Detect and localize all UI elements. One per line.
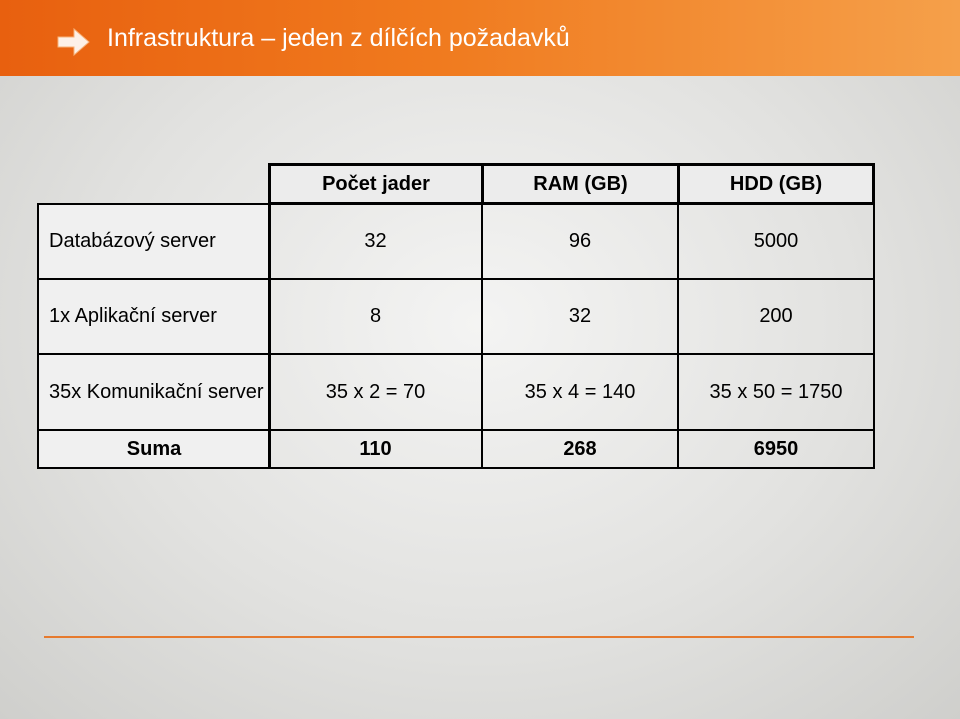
column-header-hdd: HDD (GB) <box>677 163 875 205</box>
row-label-database-server: Databázový server <box>37 203 271 280</box>
cell-application-cores: 8 <box>268 278 483 355</box>
cell-sum-ram: 268 <box>481 429 679 469</box>
cell-communication-hdd: 35 x 50 = 1750 <box>677 353 875 431</box>
cell-communication-ram: 35 x 4 = 140 <box>481 353 679 431</box>
slide-header <box>0 0 960 76</box>
footer-divider <box>44 636 914 638</box>
row-label-application-server: 1x Aplikační server <box>37 278 271 355</box>
cell-communication-cores: 35 x 2 = 70 <box>268 353 483 431</box>
cell-sum-hdd: 6950 <box>677 429 875 469</box>
column-header-cores: Počet jader <box>268 163 484 205</box>
cell-application-hdd: 200 <box>677 278 875 355</box>
cell-database-cores: 32 <box>268 203 483 280</box>
row-label-communication-server: 35x Komunikační server <box>37 353 271 431</box>
row-label-sum: Suma <box>37 429 271 469</box>
arrow-right-icon <box>56 24 92 60</box>
cell-database-hdd: 5000 <box>677 203 875 280</box>
slide-title: Infrastruktura – jeden z dílčích požadavků <box>107 24 570 52</box>
cell-application-ram: 32 <box>481 278 679 355</box>
cell-database-ram: 96 <box>481 203 679 280</box>
column-header-ram: RAM (GB) <box>481 163 680 205</box>
cell-sum-cores: 110 <box>268 429 483 469</box>
